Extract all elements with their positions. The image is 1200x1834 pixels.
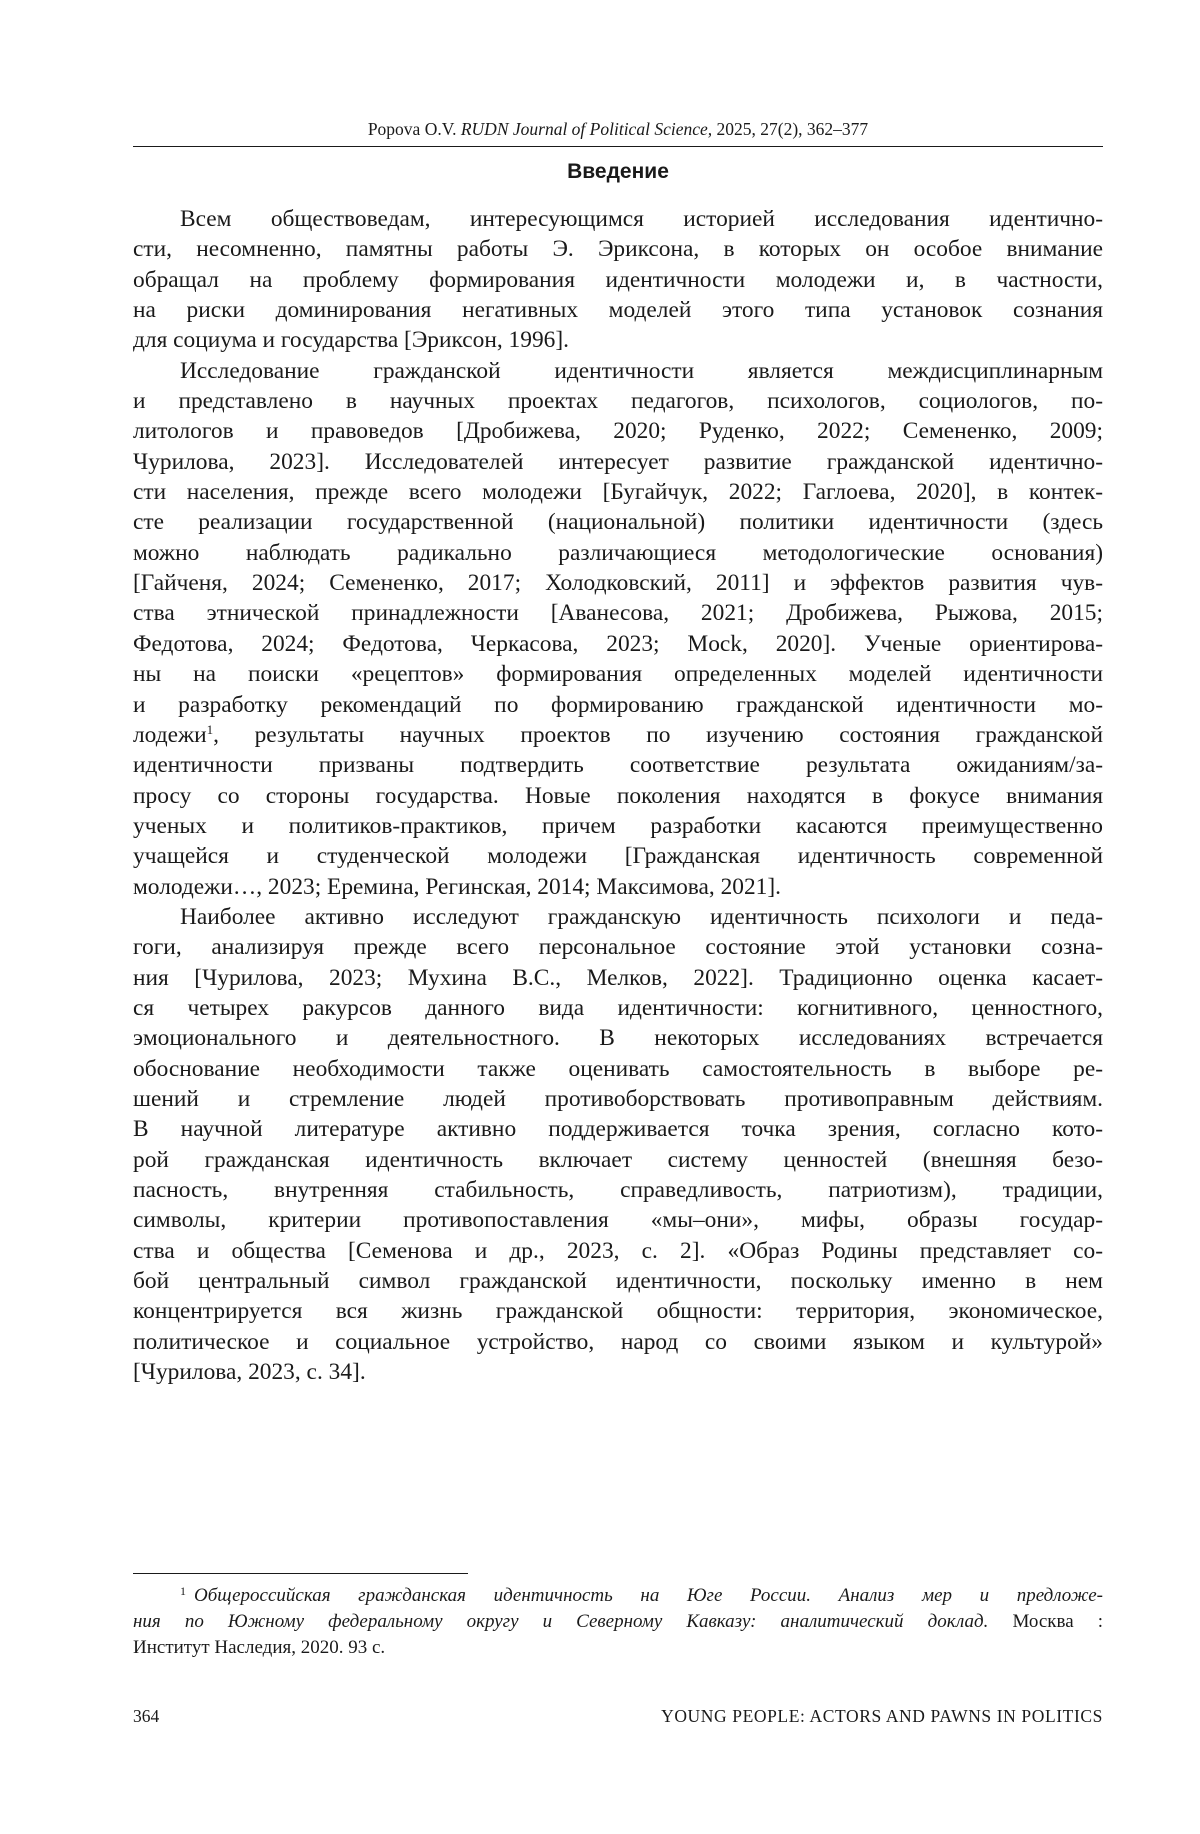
paragraph-3: [133, 902, 1103, 1388]
text-line: Наиболее активно исследуют гражданскую идентичность психологи и педа-: [133, 902, 1103, 932]
text-line: гоги, анализируя прежде всего персональное состояние этой установки созна-: [133, 932, 1103, 962]
header-citation: 2025, 27(2), 362–377: [717, 119, 869, 139]
text-line: можно наблюдать радикально различающиеся методологические основания): [133, 538, 1103, 568]
text-line: шений и стремление людей противоборствовать противоправным действиям.: [133, 1084, 1103, 1114]
text-line: В научной литературе активно поддерживается точка зрения, согласно кото-: [133, 1114, 1103, 1144]
paragraph-1: [133, 204, 1103, 356]
text-line: пасность, внутренняя стабильность, справедливость, патриотизм), традиции,: [133, 1175, 1103, 1205]
text-line: литологов и правоведов [Дробижева, 2020; Руденко, 2022; Семененко, 2009;: [133, 416, 1103, 446]
text-fragment: , результаты научных проектов по изучению состояния гражданской: [213, 722, 1103, 748]
header-rule: [133, 146, 1103, 147]
text-line: Федотова, 2024; Федотова, Черкасова, 2023; Mock, 2020]. Ученые ориентирова-: [133, 629, 1103, 659]
footnote-1: [133, 1583, 1103, 1661]
text-line: обоснование необходимости также оценивать самостоятельность в выборе ре-: [133, 1054, 1103, 1084]
text-line: и представлено в научных проектах педагогов, психологов, социологов, по-: [133, 386, 1103, 416]
text-line: Исследование гражданской идентичности является междисциплинарным: [133, 356, 1103, 386]
text-fragment: лодежи: [133, 722, 207, 748]
page-number: 364: [133, 1705, 159, 1727]
footnote-separator: [133, 1573, 468, 1574]
article-body: [133, 204, 1103, 1387]
text-line: ученых и политиков-практиков, причем разработки касаются преимущественно: [133, 811, 1103, 841]
footnote-publisher: Москва :: [988, 1611, 1103, 1632]
paragraph-2: [133, 356, 1103, 902]
text-line: [Гайченя, 2024; Семененко, 2017; Холодковский, 2011] и эффектов развития чув-: [133, 568, 1103, 598]
text-line: ства этнической принадлежности [Аванесова, 2021; Дробижева, Рыжова, 2015;: [133, 598, 1103, 628]
text-line: бой центральный символ гражданской идентичности, поскольку именно в нем: [133, 1266, 1103, 1296]
text-line-with-footnote: [133, 720, 1103, 750]
footnote-reference[interactable]: 1: [207, 722, 214, 737]
text-line: идентичности призваны подтвердить соответствие результата ожиданиям/за-: [133, 750, 1103, 780]
text-line: Чурилова, 2023]. Исследователей интересует развитие гражданской идентично-: [133, 447, 1103, 477]
text-line: молодежи…, 2023; Еремина, Регинская, 2014; Максимова, 2021].: [133, 872, 1103, 902]
text-line: сте реализации государственной (национальной) политики идентичности (здесь: [133, 507, 1103, 537]
section-title: Введение: [133, 157, 1103, 187]
text-line: на риски доминирования негативных моделей этого типа установок сознания: [133, 295, 1103, 325]
text-line: символы, критерии противопоставления «мы–они», мифы, образы государ-: [133, 1205, 1103, 1235]
text-line: и разработку рекомендаций по формированию гражданской идентичности мо-: [133, 690, 1103, 720]
text-line: [Чурилова, 2023, с. 34].: [133, 1357, 1103, 1387]
footnote-title-cont: ния по Южному федеральному округу и Северному Кавказу: аналитический доклад.: [133, 1611, 988, 1632]
text-line: Всем обществоведам, интересующимся историей исследования идентично-: [133, 204, 1103, 234]
footnote-title: Общероссийская гражданская идентичность на Юге России. Анализ мер и предложе-: [194, 1585, 1103, 1606]
running-footer-title: YOUNG PEOPLE: ACTORS AND PAWNS IN POLITICS: [661, 1705, 1103, 1727]
text-line: политическое и социальное устройство, народ со своими языком и культурой»: [133, 1327, 1103, 1357]
text-line: рой гражданская идентичность включает систему ценностей (внешняя безо-: [133, 1145, 1103, 1175]
header-journal: RUDN Journal of Political Science,: [461, 119, 712, 139]
text-line: сти населения, прежде всего молодежи [Бугайчук, 2022; Гаглоева, 2020], в контек-: [133, 477, 1103, 507]
text-line: ны на поиски «рецептов» формирования определенных моделей идентичности: [133, 659, 1103, 689]
text-line: ния [Чурилова, 2023; Мухина В.С., Мелков, 2022]. Традиционно оценка касает-: [133, 963, 1103, 993]
text-line: концентрируется вся жизнь гражданской общности: территория, экономическое,: [133, 1296, 1103, 1326]
header-author: Popova O.V.: [368, 119, 457, 139]
text-line: ся четырех ракурсов данного вида идентичности: когнитивного, ценностного,: [133, 993, 1103, 1023]
footnote-line: [133, 1583, 1103, 1609]
text-line: учащейся и студенческой молодежи [Гражданская идентичность современной: [133, 841, 1103, 871]
text-line: сти, несомненно, памятны работы Э. Эриксона, в которых он особое внимание: [133, 234, 1103, 264]
footnote-mark: 1: [180, 1584, 186, 1598]
text-line: ства и общества [Семенова и др., 2023, с. 2]. «Образ Родины представляет со-: [133, 1236, 1103, 1266]
footnote-line: Институт Наследия, 2020. 93 с.: [133, 1635, 1103, 1661]
text-line: просу со стороны государства. Новые поколения находятся в фокусе внимания: [133, 781, 1103, 811]
text-line: для социума и государства [Эриксон, 1996].: [133, 325, 1103, 355]
footnote-line: [133, 1609, 1103, 1635]
text-line: обращал на проблему формирования идентичности молодежи и, в частности,: [133, 265, 1103, 295]
running-head: [133, 118, 1103, 140]
text-line: эмоционального и деятельностного. В некоторых исследованиях встречается: [133, 1023, 1103, 1053]
